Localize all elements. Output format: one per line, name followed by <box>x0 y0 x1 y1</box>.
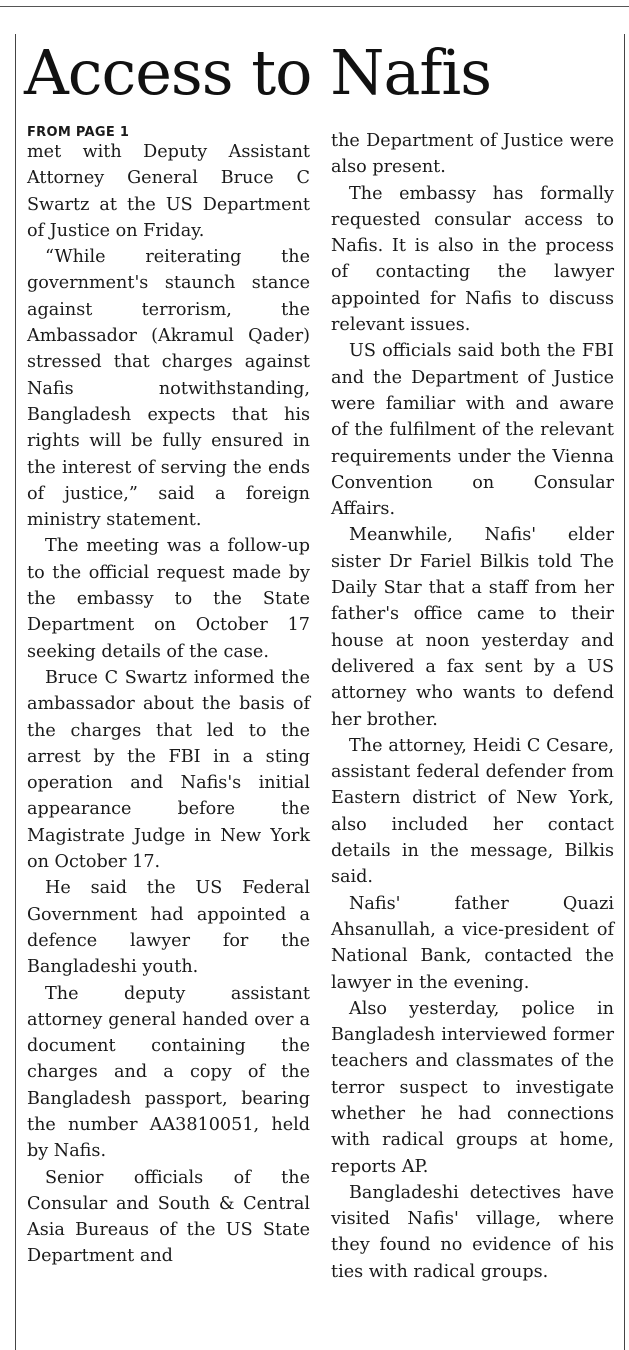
paragraph: The deputy assistant attorney general handed over a document containing the charges and a copy of the Bangladesh passport, bearing the number AA3810051, held by Nafis. <box>27 983 310 1162</box>
paragraph: Senior officials of the Consular and South & Central Asia Bureaus of the US State Department and <box>27 1167 310 1267</box>
paragraph: Nafis' father Quazi Ahsanullah, a vice-president of National Bank, contacted the lawyer in the evening. <box>331 893 614 993</box>
left-column-rule <box>15 34 16 1350</box>
paragraph: The embassy has formally requested consular access to Nafis. It is also in the process of contacting the lawyer appointed for Nafis to discuss relevant issues. <box>331 183 614 336</box>
paragraph: Meanwhile, Nafis' elder sister Dr Fariel Bilkis told The Daily Star that a staff from her father's office came to their house at noon yesterday and delivered a fax sent by a US attorney who wants to defend her brother. <box>331 525 614 730</box>
top-rule <box>0 6 629 7</box>
paragraph: The meeting was a follow-up to the official request made by the embassy to the State Department on October 17 seeking details of the case. <box>27 536 310 662</box>
continuation-kicker: FROM PAGE 1 <box>27 125 130 140</box>
article-column-2 <box>331 128 614 1285</box>
article-column-1 <box>27 124 310 1270</box>
paragraph: US officials said both the FBI and the Department of Justice were familiar with and aware of the fulfilment of the relevant requirements under the Vienna Convention on Consular Affairs. <box>331 341 614 520</box>
right-column-rule <box>624 34 625 1350</box>
paragraph: the Department of Justice were also present. <box>331 131 614 178</box>
paragraph: Also yesterday, police in Bangladesh interviewed former teachers and classmates of the terror suspect to investigate whether he had connections with radical groups at home, reports AP. <box>331 998 614 1177</box>
paragraph: The attorney, Heidi C Cesare, assistant federal defender from Eastern district of New York, also included her contact details in the message, Bilkis said. <box>331 735 614 888</box>
paragraph: He said the US Federal Government had appointed a defence lawyer for the Bangladeshi youth. <box>27 878 310 978</box>
paragraph: Bruce C Swartz informed the ambassador about the basis of the charges that led to the arrest by the FBI in a sting operation and Nafis's initial appearance before the Magistrate Judge in New York on October 17. <box>27 667 310 873</box>
headline: Access to Nafis <box>24 36 492 109</box>
paragraph: Bangladeshi detectives have visited Nafis' village, where they found no evidence of his ties with radical groups. <box>331 1182 614 1282</box>
paragraph: met with Deputy Assistant Attorney General Bruce C Swartz at the US Department of Justice on Friday. <box>27 142 310 241</box>
paragraph: “While reiterating the government's staunch stance against terrorism, the Ambassador (Akramul Qader) stressed that charges against Nafis notwithstanding, Bangladesh expects that his rights will be fully ensured in the interest of serving the ends of justice,” said a foreign ministry statement. <box>27 247 310 531</box>
